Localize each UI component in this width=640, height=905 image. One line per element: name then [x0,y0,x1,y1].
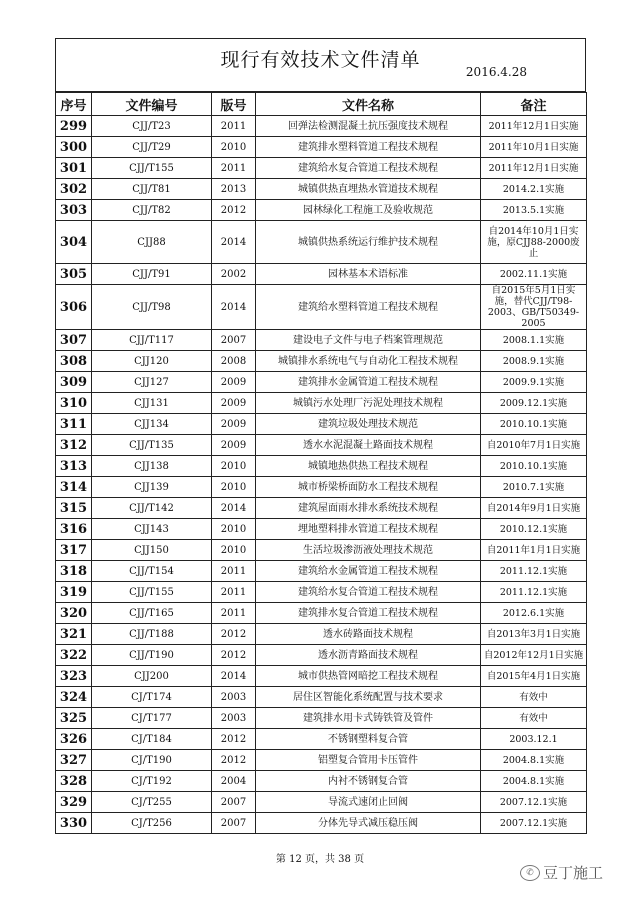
watermark-text: 豆丁施工 [543,864,604,882]
cell-name: 城市桥梁桥面防水工程技术规程 [256,477,481,498]
cell-remark: 2011.12.1实施 [481,582,587,603]
header-serial: 序号 [56,93,92,116]
cell-remark: 2011.12.1实施 [481,561,587,582]
cell-name: 埋地塑料排水管道工程技术规程 [256,519,481,540]
header-code: 文件编号 [92,93,212,116]
cell-version: 2008 [212,351,256,372]
cell-name: 建筑垃圾处理技术规范 [256,414,481,435]
cell-version: 2011 [212,582,256,603]
cell-remark: 2009.12.1实施 [481,393,587,414]
cell-remark: 2004.8.1实施 [481,750,587,771]
cell-version: 2014 [212,666,256,687]
header-version: 版号 [212,93,256,116]
header-remark: 备注 [481,93,587,116]
cell-code: CJJ138 [92,456,212,477]
table-row [56,792,587,813]
cell-remark: 2002.11.1实施 [481,264,587,285]
cell-version: 2010 [212,477,256,498]
table-row [56,582,587,603]
cell-name: 建筑排水用卡式铸铁管及管件 [256,708,481,729]
cell-name: 不锈钢塑料复合管 [256,729,481,750]
cell-remark: 2010.7.1实施 [481,477,587,498]
cell-version: 2011 [212,561,256,582]
cell-serial: 315 [56,498,92,519]
title-box [55,38,586,92]
cell-name: 建筑给水复合管道工程技术规程 [256,582,481,603]
cell-version: 2004 [212,771,256,792]
cell-name: 建筑排水金属管道工程技术规程 [256,372,481,393]
cell-name: 生活垃圾渗沥液处理技术规范 [256,540,481,561]
cell-version: 2009 [212,435,256,456]
cell-version: 2009 [212,414,256,435]
table-row [56,750,587,771]
table-row [56,158,587,179]
table-row [56,477,587,498]
cell-code: CJJ/T135 [92,435,212,456]
cell-code: CJJ139 [92,477,212,498]
table-row [56,137,587,158]
table-row [56,624,587,645]
cell-name: 建筑给水塑料管道工程技术规程 [256,285,481,330]
cell-name: 城镇污水处理厂污泥处理技术规程 [256,393,481,414]
cell-serial: 324 [56,687,92,708]
cell-serial: 299 [56,116,92,137]
table-row [56,540,587,561]
cell-remark: 自2015年5月1日实施，替代CJJ/T98-2003、GB/T50349-2005 [481,285,587,330]
table-row [56,456,587,477]
cell-remark: 有效中 [481,708,587,729]
table-row [56,645,587,666]
cell-remark: 2008.1.1实施 [481,330,587,351]
table-row [56,603,587,624]
cell-remark: 2011年12月1日实施 [481,116,587,137]
cell-remark: 2011年10月1日实施 [481,137,587,158]
cell-code: CJ/T192 [92,771,212,792]
cell-serial: 316 [56,519,92,540]
cell-version: 2012 [212,750,256,771]
cell-remark: 2008.9.1实施 [481,351,587,372]
cell-remark: 2007.12.1实施 [481,792,587,813]
table-row [56,372,587,393]
cell-serial: 317 [56,540,92,561]
cell-remark: 2009.9.1实施 [481,372,587,393]
cell-remark: 自2013年3月1日实施 [481,624,587,645]
cell-remark: 有效中 [481,687,587,708]
table-row [56,666,587,687]
wechat-icon: ✆ [520,865,540,881]
cell-version: 2014 [212,285,256,330]
cell-version: 2010 [212,137,256,158]
cell-code: CJJ/T82 [92,200,212,221]
cell-code: CJJ/T142 [92,498,212,519]
cell-name: 铝塑复合管用卡压管件 [256,750,481,771]
cell-version: 2007 [212,813,256,834]
cell-version: 2003 [212,708,256,729]
cell-serial: 327 [56,750,92,771]
cell-code: CJJ/T29 [92,137,212,158]
cell-remark: 2010.12.1实施 [481,519,587,540]
cell-code: CJ/T177 [92,708,212,729]
cell-code: CJJ134 [92,414,212,435]
cell-serial: 312 [56,435,92,456]
table-row [56,393,587,414]
table-row [56,813,587,834]
cell-code: CJJ/T117 [92,330,212,351]
cell-serial: 313 [56,456,92,477]
cell-remark: 2010.10.1实施 [481,414,587,435]
cell-serial: 304 [56,221,92,264]
watermark [520,862,603,883]
cell-name: 建筑给水金属管道工程技术规程 [256,561,481,582]
cell-serial: 307 [56,330,92,351]
cell-version: 2010 [212,519,256,540]
cell-remark: 2003.12.1 [481,729,587,750]
cell-code: CJJ/T98 [92,285,212,330]
cell-version: 2013 [212,179,256,200]
document-sheet [55,38,586,834]
cell-serial: 314 [56,477,92,498]
table-row [56,116,587,137]
cell-version: 2009 [212,393,256,414]
cell-serial: 326 [56,729,92,750]
cell-remark: 2012.6.1实施 [481,603,587,624]
cell-code: CJJ/T23 [92,116,212,137]
cell-remark: 自2012年12月1日实施 [481,645,587,666]
cell-version: 2012 [212,624,256,645]
cell-code: CJ/T255 [92,792,212,813]
table-row [56,435,587,456]
cell-name: 城镇排水系统电气与自动化工程技术规程 [256,351,481,372]
cell-serial: 306 [56,285,92,330]
cell-code: CJJ120 [92,351,212,372]
cell-name: 城镇供热直埋热水管道技术规程 [256,179,481,200]
cell-serial: 328 [56,771,92,792]
cell-serial: 330 [56,813,92,834]
header-name: 文件名称 [256,93,481,116]
cell-remark: 2011年12月1日实施 [481,158,587,179]
cell-name: 城镇地热供热工程技术规程 [256,456,481,477]
cell-code: CJJ/T155 [92,158,212,179]
cell-name: 园林绿化工程施工及验收规范 [256,200,481,221]
cell-remark: 2013.5.1实施 [481,200,587,221]
cell-name: 透水沥青路面技术规程 [256,645,481,666]
cell-serial: 325 [56,708,92,729]
cell-version: 2002 [212,264,256,285]
cell-version: 2012 [212,645,256,666]
cell-serial: 300 [56,137,92,158]
cell-code: CJ/T174 [92,687,212,708]
cell-name: 透水水泥混凝土路面技术规程 [256,435,481,456]
cell-version: 2011 [212,603,256,624]
table-row [56,330,587,351]
cell-version: 2007 [212,792,256,813]
cell-remark: 2007.12.1实施 [481,813,587,834]
cell-name: 建筑给水复合管道工程技术规程 [256,158,481,179]
cell-remark: 自2014年9月1日实施 [481,498,587,519]
cell-name: 园林基本术语标准 [256,264,481,285]
page-footer: 第 12 页，共 38 页 [275,854,365,865]
table-row [56,414,587,435]
cell-serial: 311 [56,414,92,435]
cell-code: CJJ/T155 [92,582,212,603]
cell-code: CJJ/T154 [92,561,212,582]
cell-version: 2012 [212,200,256,221]
cell-serial: 310 [56,393,92,414]
table-row [56,264,587,285]
cell-code: CJ/T190 [92,750,212,771]
cell-name: 建设电子文件与电子档案管理规范 [256,330,481,351]
cell-remark: 自2011年1月1日实施 [481,540,587,561]
cell-remark: 自2015年4月1日实施 [481,666,587,687]
table-row [56,708,587,729]
cell-serial: 319 [56,582,92,603]
cell-name: 导流式速闭止回阀 [256,792,481,813]
cell-code: CJJ143 [92,519,212,540]
table-row [56,519,587,540]
table-row [56,729,587,750]
cell-code: CJ/T256 [92,813,212,834]
cell-name: 分体先导式减压稳压阀 [256,813,481,834]
cell-version: 2009 [212,372,256,393]
cell-version: 2003 [212,687,256,708]
cell-name: 建筑排水复合管道工程技术规程 [256,603,481,624]
cell-serial: 309 [56,372,92,393]
table-row [56,221,587,264]
cell-name: 城镇供热系统运行维护技术规程 [256,221,481,264]
table-row [56,351,587,372]
cell-serial: 302 [56,179,92,200]
cell-serial: 303 [56,200,92,221]
cell-name: 建筑屋面雨水排水系统技术规程 [256,498,481,519]
cell-name: 建筑排水塑料管道工程技术规程 [256,137,481,158]
cell-serial: 323 [56,666,92,687]
table-row [56,200,587,221]
cell-remark: 2014.2.1实施 [481,179,587,200]
cell-serial: 321 [56,624,92,645]
cell-name: 透水砖路面技术规程 [256,624,481,645]
cell-version: 2012 [212,729,256,750]
document-date: 2016.4.28 [465,65,527,79]
table-row [56,771,587,792]
cell-remark: 自2014年10月1日实施，原CJJ88-2000废止 [481,221,587,264]
table-row [56,285,587,330]
cell-code: CJJ127 [92,372,212,393]
cell-version: 2007 [212,330,256,351]
standards-table [55,92,587,834]
table-header-row [56,93,587,116]
cell-code: CJJ/T188 [92,624,212,645]
cell-serial: 301 [56,158,92,179]
cell-serial: 308 [56,351,92,372]
table-row [56,179,587,200]
cell-version: 2010 [212,456,256,477]
cell-code: CJJ/T81 [92,179,212,200]
cell-serial: 320 [56,603,92,624]
cell-code: CJJ/T190 [92,645,212,666]
cell-version: 2011 [212,158,256,179]
cell-version: 2014 [212,221,256,264]
cell-remark: 2004.8.1实施 [481,771,587,792]
cell-serial: 318 [56,561,92,582]
cell-name: 居住区智能化系统配置与技术要求 [256,687,481,708]
table-row [56,687,587,708]
cell-version: 2014 [212,498,256,519]
cell-serial: 329 [56,792,92,813]
cell-code: CJ/T184 [92,729,212,750]
table-row [56,561,587,582]
cell-remark: 2010.10.1实施 [481,456,587,477]
document-title: 现行有效技术文件清单 [220,49,421,71]
cell-code: CJJ88 [92,221,212,264]
cell-code: CJJ150 [92,540,212,561]
cell-version: 2011 [212,116,256,137]
cell-code: CJJ/T91 [92,264,212,285]
cell-code: CJJ200 [92,666,212,687]
table-row [56,498,587,519]
cell-version: 2010 [212,540,256,561]
cell-serial: 322 [56,645,92,666]
cell-code: CJJ131 [92,393,212,414]
cell-name: 回弹法检测混凝土抗压强度技术规程 [256,116,481,137]
cell-remark: 自2010年7月1日实施 [481,435,587,456]
cell-serial: 305 [56,264,92,285]
cell-code: CJJ/T165 [92,603,212,624]
cell-name: 城市供热管网暗挖工程技术规程 [256,666,481,687]
cell-name: 内衬不锈钢复合管 [256,771,481,792]
